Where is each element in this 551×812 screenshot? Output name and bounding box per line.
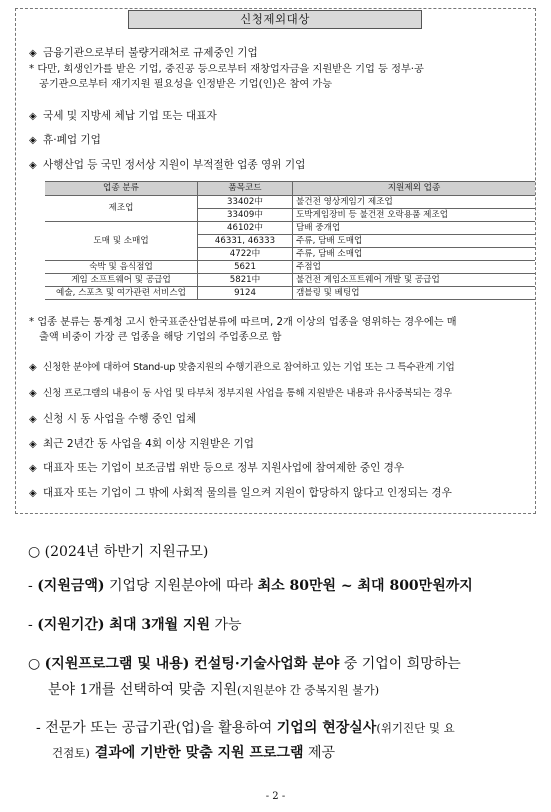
table-cell: 게임 소프트웨어 및 공급업 <box>45 274 198 287</box>
table-cell: 갬블링 및 베팅업 <box>293 287 536 300</box>
exclusion-condition: ◈ 대표자 또는 기업이 그 밖에 사회적 물의를 일으켜 지원이 합당하지 않다고 인정되는 경우 <box>29 487 452 499</box>
table-cell: 46102中 <box>198 222 293 235</box>
diamond-bullet-icon: ◈ <box>29 48 37 59</box>
exclusion-item: ◈ 국세 및 지방세 체납 기업 또는 대표자 <box>29 110 217 122</box>
excluded-industries-table <box>45 181 535 300</box>
table-cell: 4722中 <box>198 248 293 261</box>
table-cell: 예술, 스포츠 및 여가관련 서비스업 <box>45 287 198 300</box>
table-row <box>45 261 535 274</box>
diamond-bullet-icon: ◈ <box>29 488 37 499</box>
table-cell: 주류, 담배 소매업 <box>293 248 536 261</box>
exclusion-item: ◈ 금융기관으로부터 불량거래처로 규제중인 기업 <box>29 47 258 59</box>
table-cell: 5821中 <box>198 274 293 287</box>
table-cell: 숙박 및 음식점업 <box>45 261 198 274</box>
diamond-bullet-icon: ◈ <box>29 388 37 399</box>
exclusion-condition: ◈ 대표자 또는 기업이 보조금법 위반 등으로 정부 지원사업에 참여제한 중인 경우 <box>29 462 405 474</box>
scale-heading: ○ (2024년 하반기 지원규모) <box>28 544 209 560</box>
exclusion-note: * 다만, 회생인가를 받은 기업, 중진공 등으로부터 재창업자금을 지원받은 기업 등 정부·공 공기관으로부터 재기지원 필요성을 인정받은 기업(인)은 참여 가능 <box>29 64 424 90</box>
table-row <box>45 196 535 209</box>
exclusion-title: 신청제외대상 <box>128 10 422 29</box>
table-row <box>45 222 535 235</box>
table-cell: 33402中 <box>198 196 293 209</box>
exclusion-item: ◈ 사행산업 등 국민 정서상 지원이 부적절한 업종 영위 기업 <box>29 159 306 171</box>
table-cell: 제조업 <box>45 196 198 222</box>
table-row <box>45 287 535 300</box>
table-cell: 불건전 게임소프트웨어 개발 및 공급업 <box>293 274 536 287</box>
program-sub-line: - 전문가 또는 공급기관(업)을 활용하여 기업의 현장실사(위기진단 및 요 <box>36 720 455 736</box>
diamond-bullet-icon: ◈ <box>29 135 37 146</box>
exclusion-item: ◈ 휴·폐업 기업 <box>29 134 101 146</box>
table-header: 업종 분류 <box>45 182 198 196</box>
table-cell: 담배 중개업 <box>293 222 536 235</box>
table-cell: 불건전 영상게임기 제조업 <box>293 196 536 209</box>
diamond-bullet-icon: ◈ <box>29 160 37 171</box>
program-line: ○ (지원프로그램 및 내용) 컨설팅·기술사업화 분야 중 기업이 희망하는 <box>28 656 461 672</box>
industry-note: * 업종 분류는 통계청 고시 한국표준산업분류에 따르며, 2개 이상의 업종을 영위하는 경우에는 매 출액 비중이 가장 큰 업종을 해당 기업의 주업종으로 함 <box>29 317 457 343</box>
amount-line: - (지원금액) 기업당 지원분야에 따라 최소 80만원 ~ 최대 800만원까지 <box>28 578 473 594</box>
table-cell: 33409中 <box>198 209 293 222</box>
table-header: 품목코드 <box>198 182 293 196</box>
table-cell: 9124 <box>198 287 293 300</box>
diamond-bullet-icon: ◈ <box>29 439 37 450</box>
diamond-bullet-icon: ◈ <box>29 463 37 474</box>
table-row <box>45 274 535 287</box>
diamond-bullet-icon: ◈ <box>29 111 37 122</box>
table-cell: 주류, 담배 도매업 <box>293 235 536 248</box>
exclusion-condition: ◈ 신청 프로그램의 내용이 동 사업 및 타부처 정부지원 사업을 통해 지원받은 내용과 유사중복되는 경우 <box>29 388 452 399</box>
diamond-bullet-icon: ◈ <box>29 362 37 373</box>
table-header: 지원제외 업종 <box>293 182 536 196</box>
period-line: - (지원기간) 최대 3개월 지원 가능 <box>28 617 242 633</box>
table-header-row <box>45 182 535 196</box>
diamond-bullet-icon: ◈ <box>29 414 37 425</box>
program-sub-line-2: 건점토) 결과에 기반한 맞춤 지원 프로그램 제공 <box>52 745 336 761</box>
page-number: - 2 - <box>265 791 286 802</box>
exclusion-condition: ◈ 신청 시 동 사업을 수행 중인 업체 <box>29 413 197 425</box>
table-cell: 46331, 46333 <box>198 235 293 248</box>
exclusion-condition: ◈ 신청한 분야에 대하여 Stand-up 맞춤지원의 수행기관으로 참여하고 있는 기업 또는 그 특수관계 기업 <box>29 362 455 373</box>
table-cell: 5621 <box>198 261 293 274</box>
program-line-2: 분야 1개를 선택하여 맞춤 지원(지원분야 간 중복지원 불가) <box>48 682 380 698</box>
exclusion-condition: ◈ 최근 2년간 동 사업을 4회 이상 지원받은 기업 <box>29 438 255 450</box>
table-cell: 주점업 <box>293 261 536 274</box>
table-cell: 도박게임장비 등 불건전 오락용품 제조업 <box>293 209 536 222</box>
table-cell: 도매 및 소매업 <box>45 222 198 261</box>
